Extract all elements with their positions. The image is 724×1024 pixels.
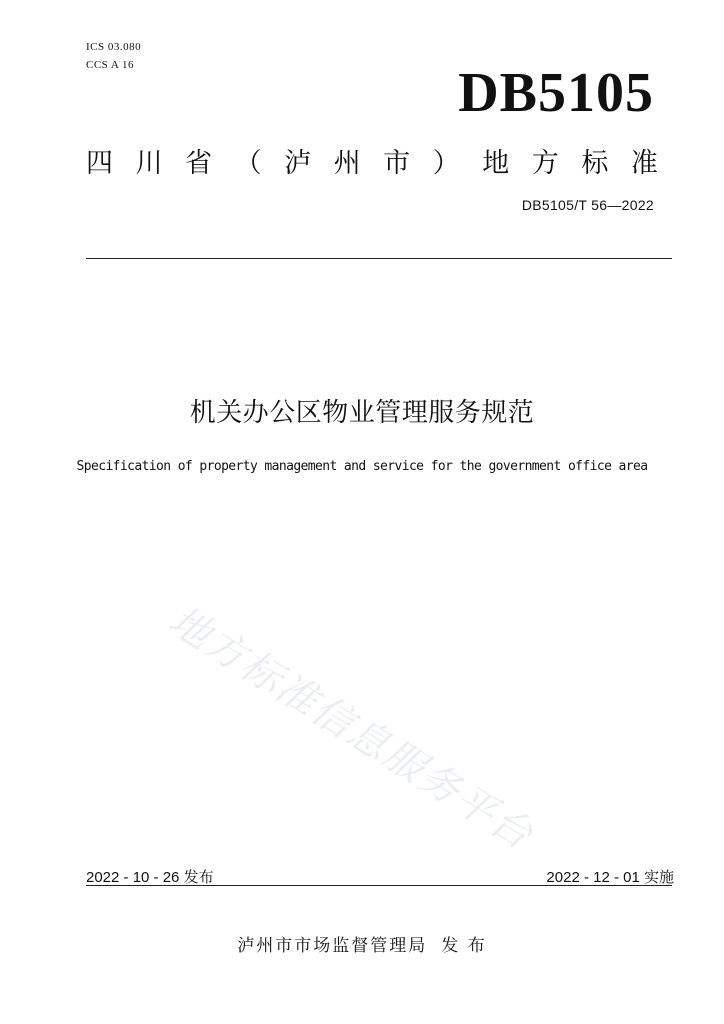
effective-date: 2022 - 12 - 01 实施 xyxy=(546,869,674,886)
standard-type-char: 川 xyxy=(135,147,163,179)
publisher-action: 发 布 xyxy=(441,936,487,956)
classification-codes xyxy=(86,38,141,74)
db-logo: DB5105 xyxy=(458,62,654,124)
standard-type-char: （ xyxy=(234,147,262,179)
standard-type-char: 方 xyxy=(531,147,559,179)
standard-type-heading xyxy=(86,140,658,180)
title-english: Specification of property management and service for the government office area xyxy=(76,459,648,474)
issue-date: 2022 - 10 - 26 发布 xyxy=(86,869,214,886)
standard-type-char: 省 xyxy=(185,147,213,179)
header-divider xyxy=(86,258,672,259)
standard-type-char: 市 xyxy=(383,147,411,179)
standard-type-char: 四 xyxy=(86,147,113,179)
publisher xyxy=(0,931,724,956)
standard-type-char: ） xyxy=(432,147,460,179)
watermark: 地方标准信息服务平台 xyxy=(160,597,542,860)
title-chinese: 机关办公区物业管理服务规范 xyxy=(189,398,535,428)
standard-type-char: 地 xyxy=(482,147,510,179)
footer-divider xyxy=(86,885,672,886)
ics-code: ICS 03.080 xyxy=(86,41,142,53)
standard-type-char: 泸 xyxy=(284,147,312,179)
standard-type-char: 标 xyxy=(581,147,609,179)
standard-number: DB5105/T 56—2022 xyxy=(521,197,654,213)
standard-type-char: 准 xyxy=(630,147,658,179)
standard-type-char: 州 xyxy=(333,147,361,179)
publisher-org: 泸州市市场监督管理局 xyxy=(237,936,428,956)
ccs-code: CCS A 16 xyxy=(86,59,135,71)
